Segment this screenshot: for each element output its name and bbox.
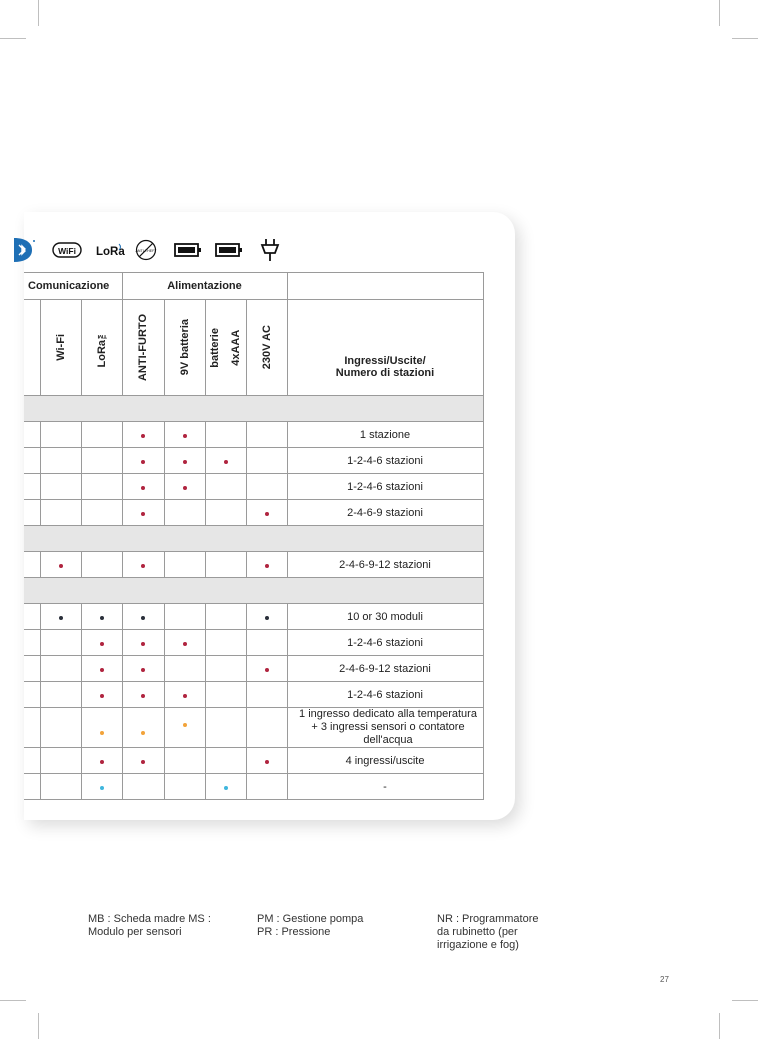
feature-cell xyxy=(164,604,205,630)
feature-cell xyxy=(246,774,287,800)
feature-cell xyxy=(40,500,81,526)
feature-dot xyxy=(100,668,104,672)
feature-dot xyxy=(100,786,104,790)
feature-dot xyxy=(100,616,104,620)
feature-dot xyxy=(100,760,104,764)
svg-text:LoRa: LoRa xyxy=(96,246,125,258)
section-band xyxy=(24,396,483,422)
feature-cell xyxy=(122,474,164,500)
feature-dot xyxy=(183,460,187,464)
table-row xyxy=(24,422,483,448)
crop-mark xyxy=(719,0,720,26)
lora-icon xyxy=(95,236,125,264)
feature-cell xyxy=(246,474,287,500)
feature-cell xyxy=(246,682,287,708)
feature-cell xyxy=(205,682,246,708)
plug-icon xyxy=(259,236,281,264)
feature-dot xyxy=(265,616,269,620)
feature-icon-row xyxy=(0,236,758,264)
table-row xyxy=(24,552,483,578)
feature-cell xyxy=(205,708,246,748)
battery-9v-icon xyxy=(174,236,202,264)
feature-cell xyxy=(40,656,81,682)
table-row xyxy=(24,448,483,474)
feature-cell xyxy=(164,682,205,708)
feature-dot xyxy=(59,564,63,568)
feature-cell xyxy=(164,774,205,800)
feature-cell xyxy=(246,604,287,630)
feature-dot xyxy=(141,460,145,464)
feature-cell xyxy=(81,552,122,578)
table-row xyxy=(24,748,483,774)
feature-cell xyxy=(205,422,246,448)
column-header-antifurto: ANTI-FURTO xyxy=(122,300,164,396)
feature-dot xyxy=(141,731,145,735)
feature-dot xyxy=(141,642,145,646)
feature-cell xyxy=(40,708,81,748)
feature-cell xyxy=(164,552,205,578)
io-cell: 1 ingresso dedicato alla temperatura + 3 ingressi sensori o contatore dell'acqua xyxy=(287,708,483,748)
feature-cell xyxy=(122,656,164,682)
row-cell-blank xyxy=(24,422,40,448)
io-cell: 1-2-4-6 stazioni xyxy=(287,630,483,656)
feature-cell xyxy=(122,500,164,526)
feature-cell xyxy=(81,774,122,800)
section-band xyxy=(24,578,483,604)
feature-dot xyxy=(100,731,104,735)
feature-cell xyxy=(122,774,164,800)
section-band-row xyxy=(24,396,483,422)
table-row xyxy=(24,630,483,656)
section-band-row xyxy=(24,578,483,604)
io-cell: 1-2-4-6 stazioni xyxy=(287,682,483,708)
io-cell: 2-4-6-9-12 stazioni xyxy=(287,552,483,578)
feature-cell xyxy=(164,656,205,682)
group-header-blank xyxy=(287,273,483,300)
io-cell: 2-4-6-9-12 stazioni xyxy=(287,656,483,682)
feature-cell xyxy=(164,422,205,448)
row-cell-blank xyxy=(24,708,40,748)
crop-mark xyxy=(38,1013,39,1039)
feature-dot xyxy=(183,694,187,698)
column-header-lora: LoRa™ xyxy=(81,300,122,396)
section-band xyxy=(24,526,483,552)
feature-cell xyxy=(40,474,81,500)
feature-cell xyxy=(246,422,287,448)
column-header-4xaaa-batterie: 4xAAA batterie xyxy=(205,300,246,396)
feature-dot xyxy=(183,486,187,490)
crop-mark xyxy=(732,38,758,39)
group-header-alimentazione: Alimentazione xyxy=(122,273,287,300)
feature-dot xyxy=(224,786,228,790)
feature-cell xyxy=(246,630,287,656)
row-cell-blank xyxy=(24,656,40,682)
column-header-blank xyxy=(24,300,40,396)
anti-theft-icon xyxy=(130,236,162,264)
product-comparison-table xyxy=(24,272,484,800)
row-cell-blank xyxy=(24,682,40,708)
feature-dot xyxy=(141,760,145,764)
column-header-wifi: Wi-Fi xyxy=(40,300,81,396)
row-cell-blank xyxy=(24,500,40,526)
row-cell-blank xyxy=(24,630,40,656)
io-cell: 2-4-6-9 stazioni xyxy=(287,500,483,526)
feature-cell xyxy=(81,474,122,500)
column-header-ingressi-uscite: Ingressi/Uscite/ Numero di stazioni xyxy=(287,300,483,396)
feature-dot xyxy=(141,512,145,516)
feature-cell xyxy=(40,682,81,708)
feature-cell xyxy=(122,682,164,708)
feature-cell xyxy=(40,774,81,800)
feature-cell xyxy=(81,682,122,708)
feature-cell xyxy=(40,422,81,448)
feature-cell xyxy=(205,448,246,474)
feature-cell xyxy=(246,552,287,578)
feature-dot xyxy=(265,760,269,764)
feature-cell xyxy=(40,448,81,474)
crop-mark xyxy=(0,1000,26,1001)
feature-cell xyxy=(205,748,246,774)
feature-cell xyxy=(205,774,246,800)
row-cell-blank xyxy=(24,748,40,774)
table-row xyxy=(24,774,483,800)
feature-cell xyxy=(81,604,122,630)
feature-cell xyxy=(246,708,287,748)
feature-cell xyxy=(164,748,205,774)
feature-cell xyxy=(246,448,287,474)
io-cell: 1-2-4-6 stazioni xyxy=(287,448,483,474)
feature-dot xyxy=(59,616,63,620)
feature-dot xyxy=(224,460,228,464)
group-header-row xyxy=(24,273,483,300)
feature-cell xyxy=(164,500,205,526)
row-cell-blank xyxy=(24,448,40,474)
row-cell-blank xyxy=(24,552,40,578)
table-row xyxy=(24,500,483,526)
feature-cell xyxy=(40,630,81,656)
feature-cell xyxy=(122,448,164,474)
section-band-row xyxy=(24,526,483,552)
feature-dot xyxy=(183,434,187,438)
feature-dot xyxy=(141,486,145,490)
feature-cell xyxy=(246,656,287,682)
feature-dot xyxy=(141,616,145,620)
feature-cell xyxy=(164,448,205,474)
feature-cell xyxy=(122,708,164,748)
feature-cell xyxy=(81,630,122,656)
feature-cell xyxy=(81,656,122,682)
feature-cell xyxy=(205,500,246,526)
io-cell: 1-2-4-6 stazioni xyxy=(287,474,483,500)
feature-cell xyxy=(164,474,205,500)
feature-dot xyxy=(141,564,145,568)
feature-cell xyxy=(40,748,81,774)
footer-legend-3: NR : Programmatore da rubinetto (per irrigazione e fog) xyxy=(437,913,539,951)
svg-text:ANTI-THEFT: ANTI-THEFT xyxy=(135,249,157,253)
bluetooth-icon xyxy=(14,236,36,264)
feature-dot xyxy=(265,564,269,568)
feature-cell xyxy=(81,708,122,748)
table-row xyxy=(24,708,483,748)
feature-cell xyxy=(122,604,164,630)
feature-dot xyxy=(183,723,187,727)
feature-dot xyxy=(265,668,269,672)
crop-mark xyxy=(0,38,26,39)
feature-cell xyxy=(246,748,287,774)
table-row xyxy=(24,604,483,630)
feature-dot xyxy=(141,434,145,438)
feature-cell xyxy=(81,748,122,774)
feature-cell xyxy=(122,422,164,448)
row-cell-blank xyxy=(24,604,40,630)
feature-cell xyxy=(122,748,164,774)
table-row xyxy=(24,682,483,708)
feature-cell xyxy=(40,604,81,630)
feature-cell xyxy=(205,604,246,630)
feature-cell xyxy=(205,630,246,656)
feature-cell xyxy=(205,474,246,500)
wifi-icon xyxy=(52,236,82,264)
feature-cell xyxy=(246,500,287,526)
table-row xyxy=(24,656,483,682)
footer-legend-2: PM : Gestione pompa PR : Pressione xyxy=(257,913,364,938)
feature-cell xyxy=(164,630,205,656)
feature-cell xyxy=(40,552,81,578)
row-cell-blank xyxy=(24,474,40,500)
io-cell: 1 stazione xyxy=(287,422,483,448)
feature-cell xyxy=(164,708,205,748)
feature-cell xyxy=(81,448,122,474)
feature-cell xyxy=(81,422,122,448)
feature-dot xyxy=(100,694,104,698)
feature-dot xyxy=(183,642,187,646)
io-cell: 4 ingressi/uscite xyxy=(287,748,483,774)
feature-cell xyxy=(205,656,246,682)
group-header-comunicazione: Comunicazione xyxy=(24,273,122,300)
column-header-row xyxy=(24,300,483,396)
column-header-9v-batteria: 9V batteria xyxy=(164,300,205,396)
row-cell-blank xyxy=(24,774,40,800)
svg-text:WiFi: WiFi xyxy=(58,246,76,256)
feature-cell xyxy=(122,630,164,656)
page-number: 27 xyxy=(660,975,669,984)
io-cell: - xyxy=(287,774,483,800)
feature-dot xyxy=(141,668,145,672)
feature-cell xyxy=(81,500,122,526)
feature-cell xyxy=(122,552,164,578)
crop-mark xyxy=(719,1013,720,1039)
feature-cell xyxy=(205,552,246,578)
feature-dot xyxy=(265,512,269,516)
footer-legend-1: MB : Scheda madre MS : Modulo per sensori xyxy=(88,913,211,938)
column-header-230v-ac: 230V AC xyxy=(246,300,287,396)
feature-dot xyxy=(141,694,145,698)
crop-mark xyxy=(38,0,39,26)
battery-aaa-icon xyxy=(215,236,243,264)
io-cell: 10 or 30 moduli xyxy=(287,604,483,630)
table-row xyxy=(24,474,483,500)
feature-dot xyxy=(100,642,104,646)
crop-mark xyxy=(732,1000,758,1001)
